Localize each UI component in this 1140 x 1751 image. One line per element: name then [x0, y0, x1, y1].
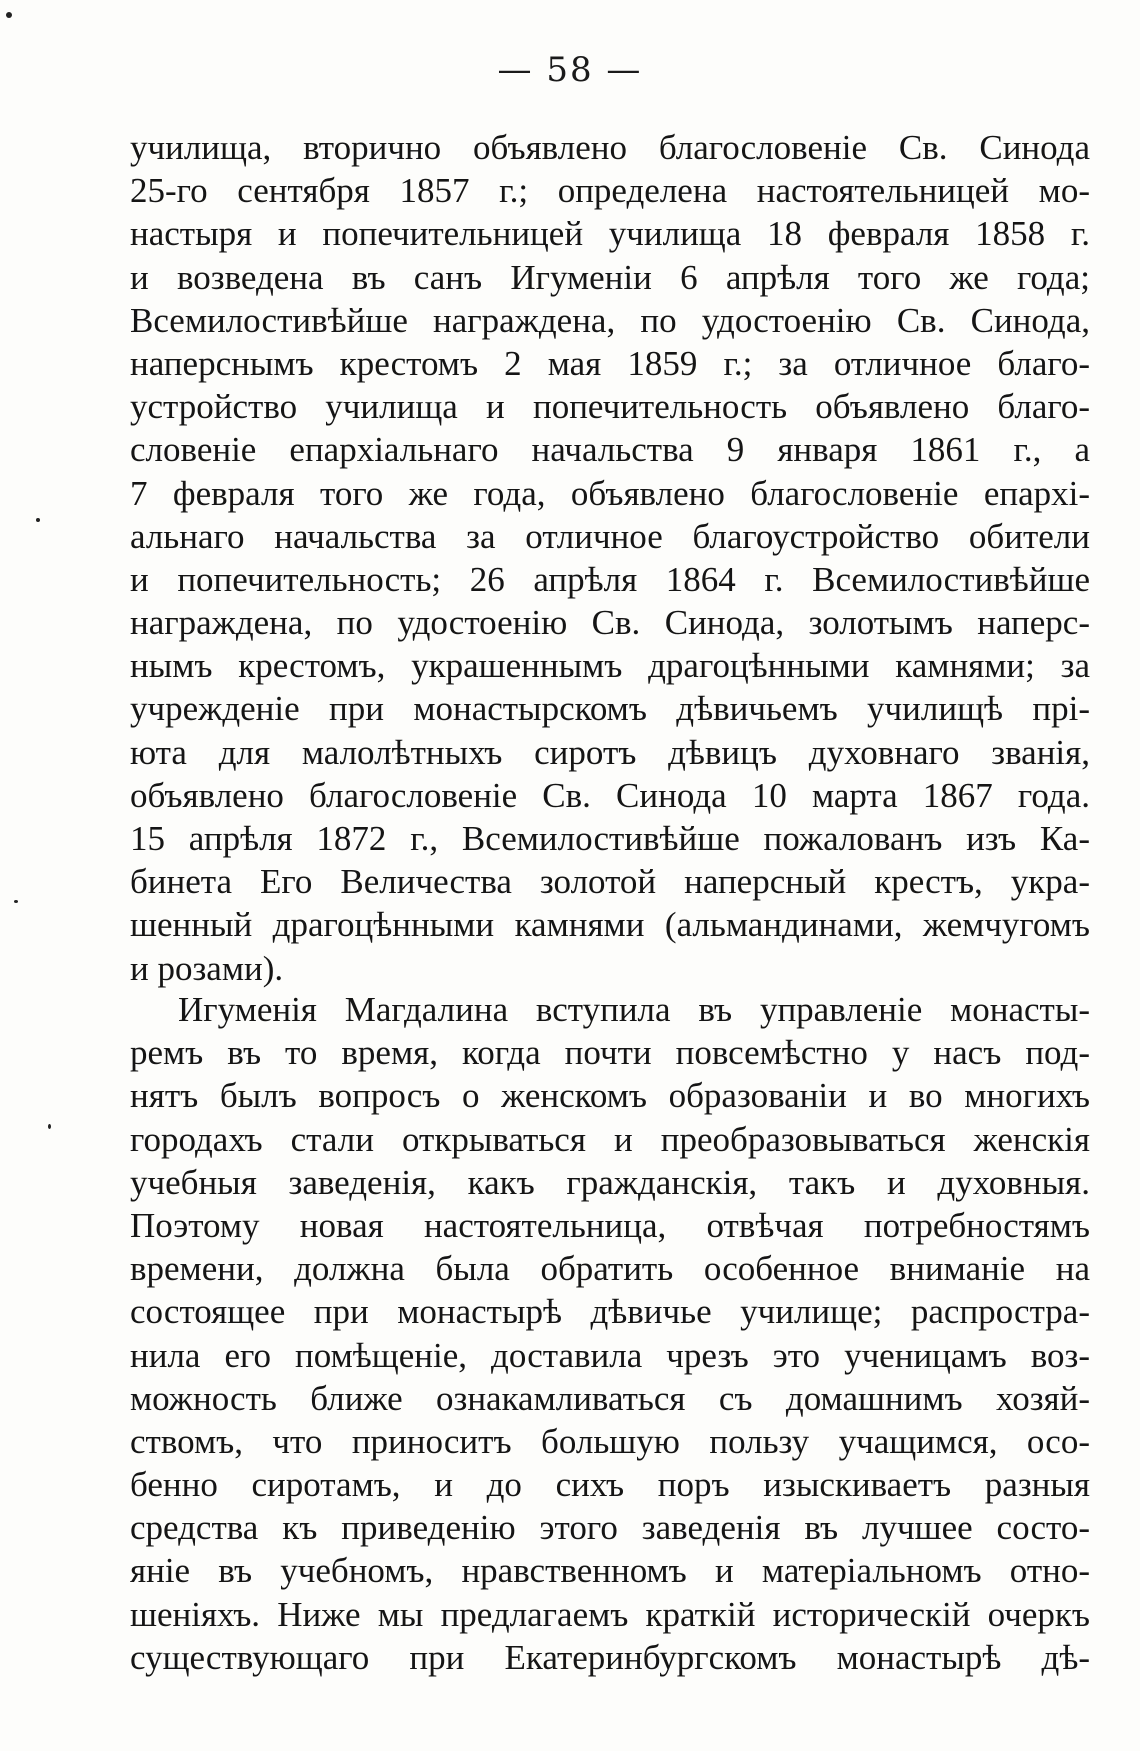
print-speck	[36, 518, 40, 522]
print-speck	[6, 12, 12, 18]
text-line: Поэтому новая настоятельница, отвѣчая потребностямъ	[130, 1205, 1090, 1245]
text-line: нятъ былъ вопросъ о женскомъ образованіи и во многихъ	[130, 1076, 1090, 1116]
text-line: городахъ стали открываться и преобразовываться женскія	[130, 1119, 1090, 1159]
text-line: учебныя заведенія, какъ гражданскія, такъ и духовныя.	[130, 1162, 1090, 1202]
text-line: нила его помѣщеніе, доставила чрезъ это ученицамъ воз-	[130, 1335, 1090, 1375]
text-line: и розами).	[130, 948, 284, 988]
text-line: награждена, по удостоенію Св. Синода, золотымъ наперс-	[130, 603, 1090, 643]
text-line: 15 апрѣля 1872 г., Всемилостивѣйше пожалованъ изъ Ка-	[130, 819, 1090, 858]
text-line: бенно сиротамъ, и до сихъ поръ изыскиваетъ разныя	[130, 1465, 1090, 1505]
text-line: ремъ въ то время, когда почти повсемѣстно у насъ под-	[130, 1033, 1090, 1073]
text-line: устройство училища и попечительность объявлено благо-	[130, 387, 1090, 427]
text-line: 25-го сентября 1857 г.; определена настоятельницей мо-	[130, 171, 1090, 211]
text-line: нымъ крестомъ, украшеннымъ драгоцѣнными камнями; за	[130, 646, 1090, 686]
text-line: и возведена въ санъ Игуменіи 6 апрѣля того же года;	[130, 257, 1090, 297]
text-line: учрежденіе при монастырскомъ дѣвичьемъ училищѣ пpi-	[130, 689, 1090, 729]
text-line: ствомъ, что приноситъ большую пользу учащимся, осо-	[130, 1421, 1090, 1461]
text-line: словеніе епархіальнаго начальства 9 января 1861 г., а	[130, 430, 1090, 470]
paragraph-1	[130, 126, 1090, 990]
text-line: шеніяхъ. Ниже мы предлагаемъ краткій историческій очеркъ	[130, 1594, 1090, 1634]
print-speck	[48, 1124, 51, 1129]
page-number: — 58 —	[497, 50, 643, 90]
text-line: времени, должна была обратить особенное вниманіе на	[130, 1249, 1090, 1289]
text-line: наперснымъ крестомъ 2 мая 1859 г.; за отличное благо-	[130, 343, 1090, 383]
text-line: Игуменія Магдалина вступила въ управленіе монасты-	[178, 990, 1090, 1029]
text-line: Всемилостивѣйше награждена, по удостоенію Св. Синода,	[130, 300, 1090, 340]
text-line: училища, вторично объявлено благословеніе Св. Синода	[130, 128, 1090, 167]
paragraph-2	[130, 988, 1090, 1679]
text-line: состоящее при монастырѣ дѣвичье училище; распростра-	[130, 1292, 1090, 1332]
text-line: средства къ приведенію этого заведенія въ лучшее состо-	[130, 1508, 1090, 1548]
text-line: юта для малолѣтныхъ сиротъ дѣвицъ духовнаго званія,	[130, 732, 1090, 772]
text-line: настыря и попечительницей училища 18 февраля 1858 г.	[130, 214, 1090, 254]
text-line: альнаго начальства за отличное благоустройство обители	[130, 516, 1090, 556]
text-line: яніе въ учебномъ, нравственномъ и матеріальномъ отно-	[130, 1551, 1090, 1591]
print-speck	[14, 900, 18, 903]
text-line: объявлено благословеніе Св. Синода 10 марта 1867 года.	[130, 775, 1090, 815]
text-line: 7 февраля того же года, объявлено благословеніе епархі-	[130, 473, 1090, 513]
text-line: можность ближе ознакамливаться съ домашнимъ хозяй-	[130, 1378, 1090, 1418]
text-line: шенный драгоцѣнными камнями (альмандинами, жемчугомъ	[130, 905, 1090, 945]
text-line: бинета Его Величества золотой наперсный крестъ, укра-	[130, 862, 1090, 902]
text-line: и попечительность; 26 апрѣля 1864 г. Всемилостивѣйше	[130, 559, 1090, 599]
text-line: существующаго при Екатеринбургскомъ монастырѣ дѣ-	[130, 1637, 1090, 1677]
